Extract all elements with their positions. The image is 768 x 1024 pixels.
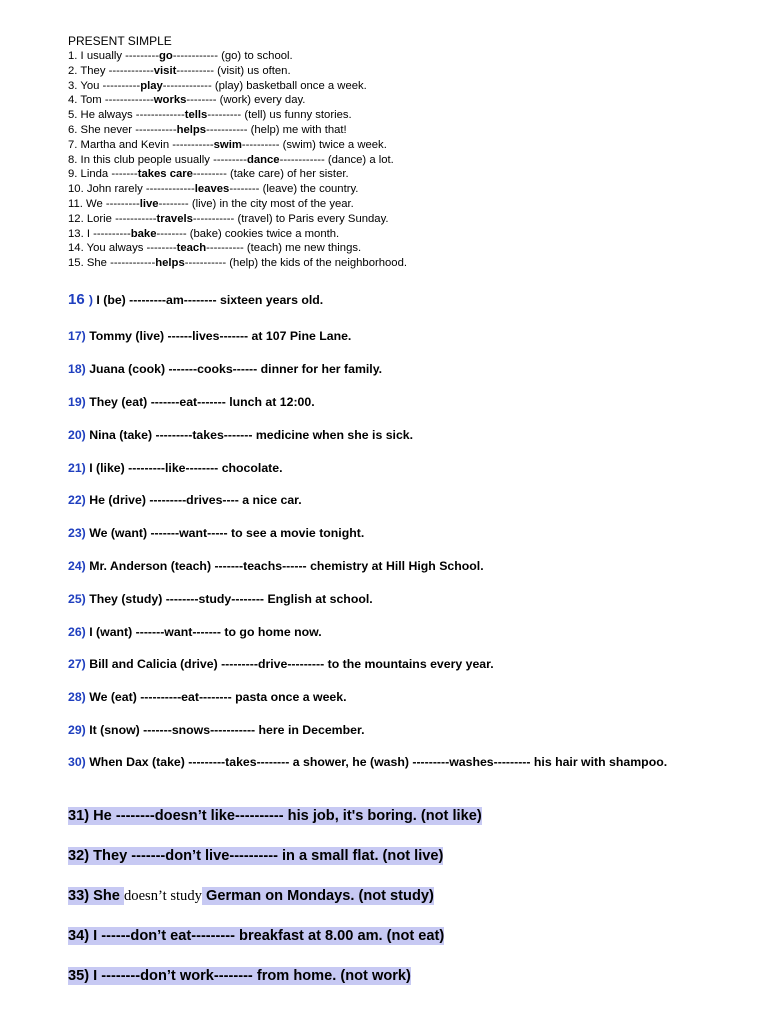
- item-number: 21): [68, 461, 86, 475]
- item-text: I (want) -------want------- to go home now.: [85, 625, 322, 639]
- exercise-answer: takes care: [137, 168, 193, 181]
- exercise-rest: ----------- (travel) to Paris every Sunday.: [192, 212, 389, 225]
- exercise-prompt: 15. She ------------: [68, 257, 156, 270]
- exercise-rest: ------------- (play) basketball once a week.: [162, 79, 367, 92]
- negative-sentence: [68, 966, 411, 986]
- item-number: 19): [68, 395, 86, 409]
- exercise-line: [68, 212, 688, 227]
- exercise-line: [68, 123, 688, 138]
- exercise-rest: ------------ (dance) a lot.: [279, 153, 394, 166]
- exercise-list: [68, 49, 688, 271]
- exercise-prompt: 2. They ------------: [68, 64, 154, 77]
- exercise-rest: -------- (leave) the country.: [229, 183, 359, 196]
- exercise-item: [68, 624, 322, 640]
- present-simple-exercise: [68, 34, 688, 271]
- exercise-line: [68, 256, 688, 271]
- exercise-line: [68, 197, 688, 212]
- exercise-item: [68, 292, 323, 308]
- exercise-answer: travels: [156, 212, 193, 225]
- item-number: 16: [68, 291, 89, 308]
- exercise-answer: tells: [184, 109, 208, 122]
- exercise-prompt: 12. Lorie -----------: [68, 212, 157, 225]
- exercise-prompt: 8. In this club people usually ---------: [68, 153, 247, 166]
- exercise-item: [68, 328, 351, 344]
- item-text: We (eat) ----------eat-------- pasta once a week.: [85, 690, 347, 704]
- exercise-item: [68, 656, 494, 672]
- item-number: 28): [68, 690, 86, 704]
- exercise-item: [68, 361, 382, 377]
- item-number: 29): [68, 723, 86, 737]
- exercise-rest: ---------- (swim) twice a week.: [241, 138, 387, 151]
- exercise-item: [68, 394, 315, 410]
- exercise-rest: -------- (live) in the city most of the year.: [158, 197, 354, 210]
- worksheet-title: PRESENT SIMPLE: [68, 34, 172, 48]
- exercise-prompt: 4. Tom -------------: [68, 94, 154, 107]
- highlighted-part: 34) I ------don’t eat---------: [68, 928, 235, 944]
- exercise-prompt: 1. I usually ---------: [68, 50, 159, 62]
- exercise-answer: play: [140, 79, 163, 92]
- highlighted-part: German on Mondays. (not study): [201, 888, 434, 904]
- exercise-line: [68, 167, 688, 182]
- exercise-rest: ----------- (help) me with that!: [206, 123, 347, 136]
- exercise-rest: --------- (take care) of her sister.: [192, 168, 349, 181]
- item-text: When Dax (take) ---------takes-------- a shower, he (wash) ---------washes--------- his hair with shampoo.: [85, 755, 668, 769]
- exercise-answer: helps: [176, 123, 207, 136]
- exercise-rest: -------- (bake) cookies twice a month.: [156, 227, 340, 240]
- exercise-rest: ---------- (teach) me new things.: [206, 242, 362, 255]
- exercise-answer: works: [153, 94, 187, 107]
- exercise-answer: teach: [176, 242, 207, 255]
- item-number-bracket: ): [88, 293, 93, 307]
- item-number: 27): [68, 657, 86, 671]
- item-text: I (be) ---------am-------- sixteen years old.: [92, 293, 324, 307]
- highlighted-part: 33) She: [68, 888, 124, 904]
- exercise-line: [68, 182, 688, 197]
- exercise-line: [68, 227, 688, 242]
- exercise-rest: ----------- (help) the kids of the neighborhood.: [184, 257, 408, 270]
- exercise-prompt: 7. Martha and Kevin -----------: [68, 138, 214, 151]
- exercise-line: [68, 153, 688, 168]
- negative-sentence: [68, 846, 443, 866]
- exercise-line: [68, 108, 688, 123]
- exercise-item: [68, 558, 484, 574]
- item-text: Mr. Anderson (teach) -------teachs------ chemistry at Hill High School.: [85, 559, 484, 573]
- exercise-prompt: 11. We ---------: [68, 197, 140, 210]
- exercise-item: [68, 754, 690, 770]
- item-text: Bill and Calicia (drive) ---------drive--------- to the mountains every year.: [85, 657, 494, 671]
- exercise-rest: ------------ (go) to school.: [172, 50, 293, 62]
- exercise-answer: swim: [213, 138, 242, 151]
- item-number: 18): [68, 362, 86, 376]
- exercise-item: [68, 591, 373, 607]
- exercise-item: [68, 460, 283, 476]
- exercise-answer: bake: [130, 227, 157, 240]
- exercise-line: [68, 93, 688, 108]
- item-number: 24): [68, 559, 86, 573]
- exercise-prompt: 13. I ----------: [68, 227, 131, 240]
- item-text: I (like) ---------like-------- chocolate.: [85, 461, 283, 475]
- item-number: 23): [68, 526, 86, 540]
- negative-sentence: [68, 806, 482, 826]
- exercise-item: [68, 525, 364, 541]
- item-number: 26): [68, 625, 86, 639]
- exercise-item: [68, 722, 365, 738]
- highlighted-part: breakfast at 8.00 am. (not eat): [234, 928, 445, 944]
- highlighted-part: 31) He --------doesn’t like----------: [68, 808, 284, 824]
- exercise-prompt: 10. John rarely -------------: [68, 183, 195, 196]
- highlighted-part: 32) They -------don’t live----------: [68, 848, 278, 864]
- exercise-rest: ---------- (visit) us often.: [176, 64, 291, 77]
- exercise-answer: leaves: [194, 183, 230, 196]
- item-text: Nina (take) ---------takes------- medicine when she is sick.: [85, 428, 414, 442]
- exercise-prompt: 9. Linda -------: [68, 168, 138, 181]
- exercise-line: [68, 138, 688, 153]
- exercise-prompt: 3. You ----------: [68, 79, 141, 92]
- item-text: It (snow) -------snows----------- here in December.: [85, 723, 365, 737]
- exercise-item: [68, 689, 347, 705]
- item-text: They (eat) -------eat------- lunch at 12:00.: [85, 395, 315, 409]
- exercise-answer: helps: [155, 257, 185, 270]
- exercise-line: [68, 64, 688, 79]
- item-number: 22): [68, 493, 86, 507]
- exercise-line: [68, 49, 688, 64]
- exercise-prompt: 5. He always -------------: [68, 109, 185, 122]
- exercise-answer: live: [139, 197, 159, 210]
- answer-text: doesn’t study: [123, 888, 202, 904]
- exercise-rest: -------- (work) every day.: [186, 94, 306, 107]
- exercise-rest: --------- (tell) us funny stories.: [207, 109, 352, 122]
- item-number: 17): [68, 329, 86, 343]
- exercise-item: [68, 492, 302, 508]
- item-text: Tommy (live) ------lives------- at 107 Pine Lane.: [85, 329, 352, 343]
- item-number: 25): [68, 592, 86, 606]
- highlighted-part: in a small flat. (not live): [277, 848, 444, 864]
- exercise-answer: dance: [246, 153, 280, 166]
- item-text: He (drive) ---------drives---- a nice car.: [85, 493, 302, 507]
- exercise-answer: go: [159, 50, 173, 62]
- negative-sentence: [68, 886, 434, 906]
- highlighted-part: from home. (not work): [252, 968, 411, 984]
- exercise-answer: visit: [153, 64, 177, 77]
- negative-sentence: [68, 926, 444, 946]
- item-text: We (want) -------want----- to see a movie tonight.: [85, 526, 365, 540]
- highlighted-part: his job, it's boring. (not like): [283, 808, 482, 824]
- exercise-line: [68, 241, 688, 256]
- item-text: Juana (cook) -------cooks------ dinner for her family.: [85, 362, 383, 376]
- highlighted-part: 35) I --------don’t work--------: [68, 968, 253, 984]
- exercise-prompt: 6. She never -----------: [68, 123, 177, 136]
- item-text: They (study) --------study-------- English at school.: [85, 592, 373, 606]
- item-number: 30): [68, 755, 86, 769]
- exercise-line: [68, 79, 688, 94]
- exercise-item: [68, 427, 413, 443]
- exercise-prompt: 14. You always --------: [68, 242, 177, 255]
- item-number: 20): [68, 428, 86, 442]
